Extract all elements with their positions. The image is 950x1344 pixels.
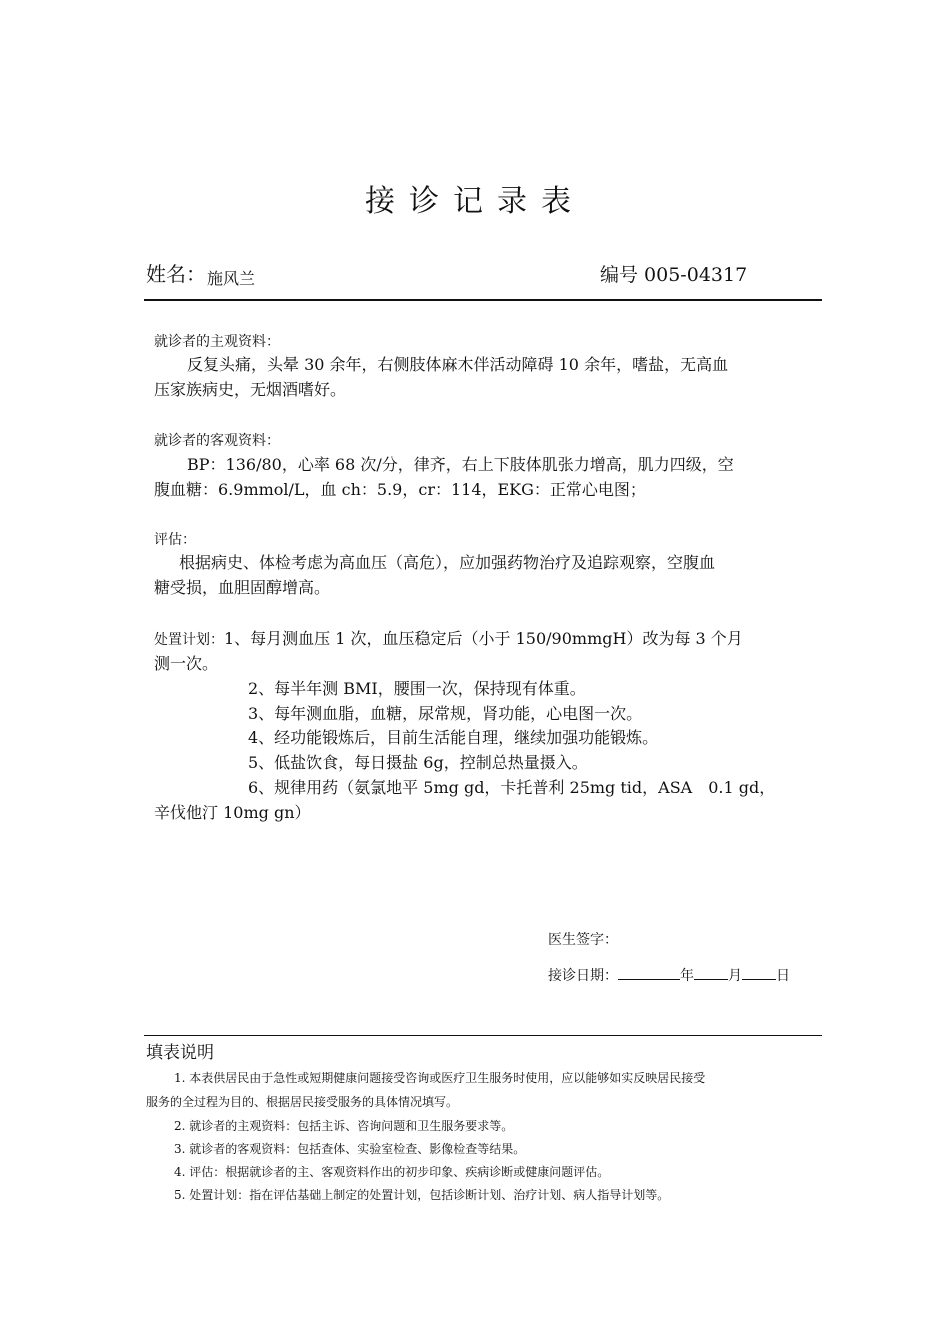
plan-item-6: 6、规律用药（氨氯地平 5mg gd，卡托普利 25mg tid，ASA 0.1 gd，	[248, 778, 776, 797]
plan-item-1: 1、每月测血压 1 次，血压稳定后（小于 150/90mmgH）改为每 3 个月	[224, 629, 743, 648]
note-line-1: 1. 本表供居民由于急性或短期健康问题接受咨询或医疗卫生服务时使用，应以能够如实反映居民接受	[174, 1071, 706, 1085]
note-line-1-cont: 服务的全过程为目的、根据居民接受服务的具体情况填写。	[146, 1095, 459, 1109]
subjective-heading: 就诊者的主观资料：	[154, 334, 280, 350]
doctor-signature-label: 医生签字：	[548, 932, 618, 948]
notes-divider	[144, 1035, 822, 1036]
subjective-line-1: 反复头痛，头晕 30 余年，右侧肢体麻木伴活动障碍 10 余年，嗜盐，无高血	[187, 355, 729, 374]
record-number: 编号 005-04317	[600, 264, 748, 286]
plan-heading: 处置计划：	[154, 632, 224, 648]
year-blank[interactable]	[618, 967, 680, 980]
assessment-line-2: 糖受损，血胆固醇增高。	[154, 578, 331, 597]
visit-date-label: 接诊日期：	[548, 968, 618, 984]
note-line-2: 2. 就诊者的主观资料：包括主诉、咨询问题和卫生服务要求等。	[174, 1119, 514, 1133]
visit-date-row	[548, 965, 790, 985]
month-label: 月	[728, 968, 742, 984]
plan-item-6-cont: 辛伐他汀 10mg gn）	[154, 803, 311, 822]
plan-line-1-row	[154, 626, 743, 649]
note-line-3: 3. 就诊者的客观资料：包括查体、实验室检查、影像检查等结果。	[174, 1142, 526, 1156]
note-line-5: 5. 处置计划：指在评估基础上制定的处置计划，包括诊断计划、治疗计划、病人指导计划等。	[174, 1188, 670, 1202]
name-label: 姓名：	[146, 262, 206, 286]
objective-heading: 就诊者的客观资料：	[154, 433, 280, 449]
objective-line-2: 腹血糖：6.9mmol/L，血 ch：5.9，cr：114，EKG：正常心电图；	[154, 480, 646, 499]
assessment-heading: 评估：	[154, 532, 196, 548]
plan-item-5: 5、低盐饮食，每日摄盐 6g，控制总热量摄入。	[248, 753, 588, 772]
objective-line-1: BP：136/80，心率 68 次/分，律齐，右上下肢体肌张力增高，肌力四级，空	[187, 455, 734, 474]
note-line-4: 4. 评估：根据就诊者的主、客观资料作出的初步印象、疾病诊断或健康问题评估。	[174, 1165, 610, 1179]
day-blank[interactable]	[742, 967, 776, 980]
plan-item-3: 3、每年测血脂，血糖，尿常规，肾功能，心电图一次。	[248, 704, 643, 723]
day-label: 日	[776, 968, 790, 984]
header-divider	[144, 299, 822, 301]
plan-item-4: 4、经功能锻炼后，目前生活能自理，继续加强功能锻炼。	[248, 728, 659, 747]
subjective-line-2: 压家族病史，无烟酒嗜好。	[154, 380, 347, 399]
year-label: 年	[680, 968, 694, 984]
assessment-line-1: 根据病史、体检考虑为高血压（高危），应加强药物治疗及追踪观察，空腹血	[179, 553, 716, 572]
plan-item-2: 2、每半年测 BMI，腰围一次，保持现有体重。	[248, 679, 586, 698]
plan-item-1-cont: 测一次。	[154, 654, 219, 673]
name-value: 施风兰	[207, 269, 256, 288]
month-blank[interactable]	[694, 967, 728, 980]
notes-title: 填表说明	[146, 1043, 214, 1063]
form-title: 接诊记录表	[365, 184, 585, 219]
